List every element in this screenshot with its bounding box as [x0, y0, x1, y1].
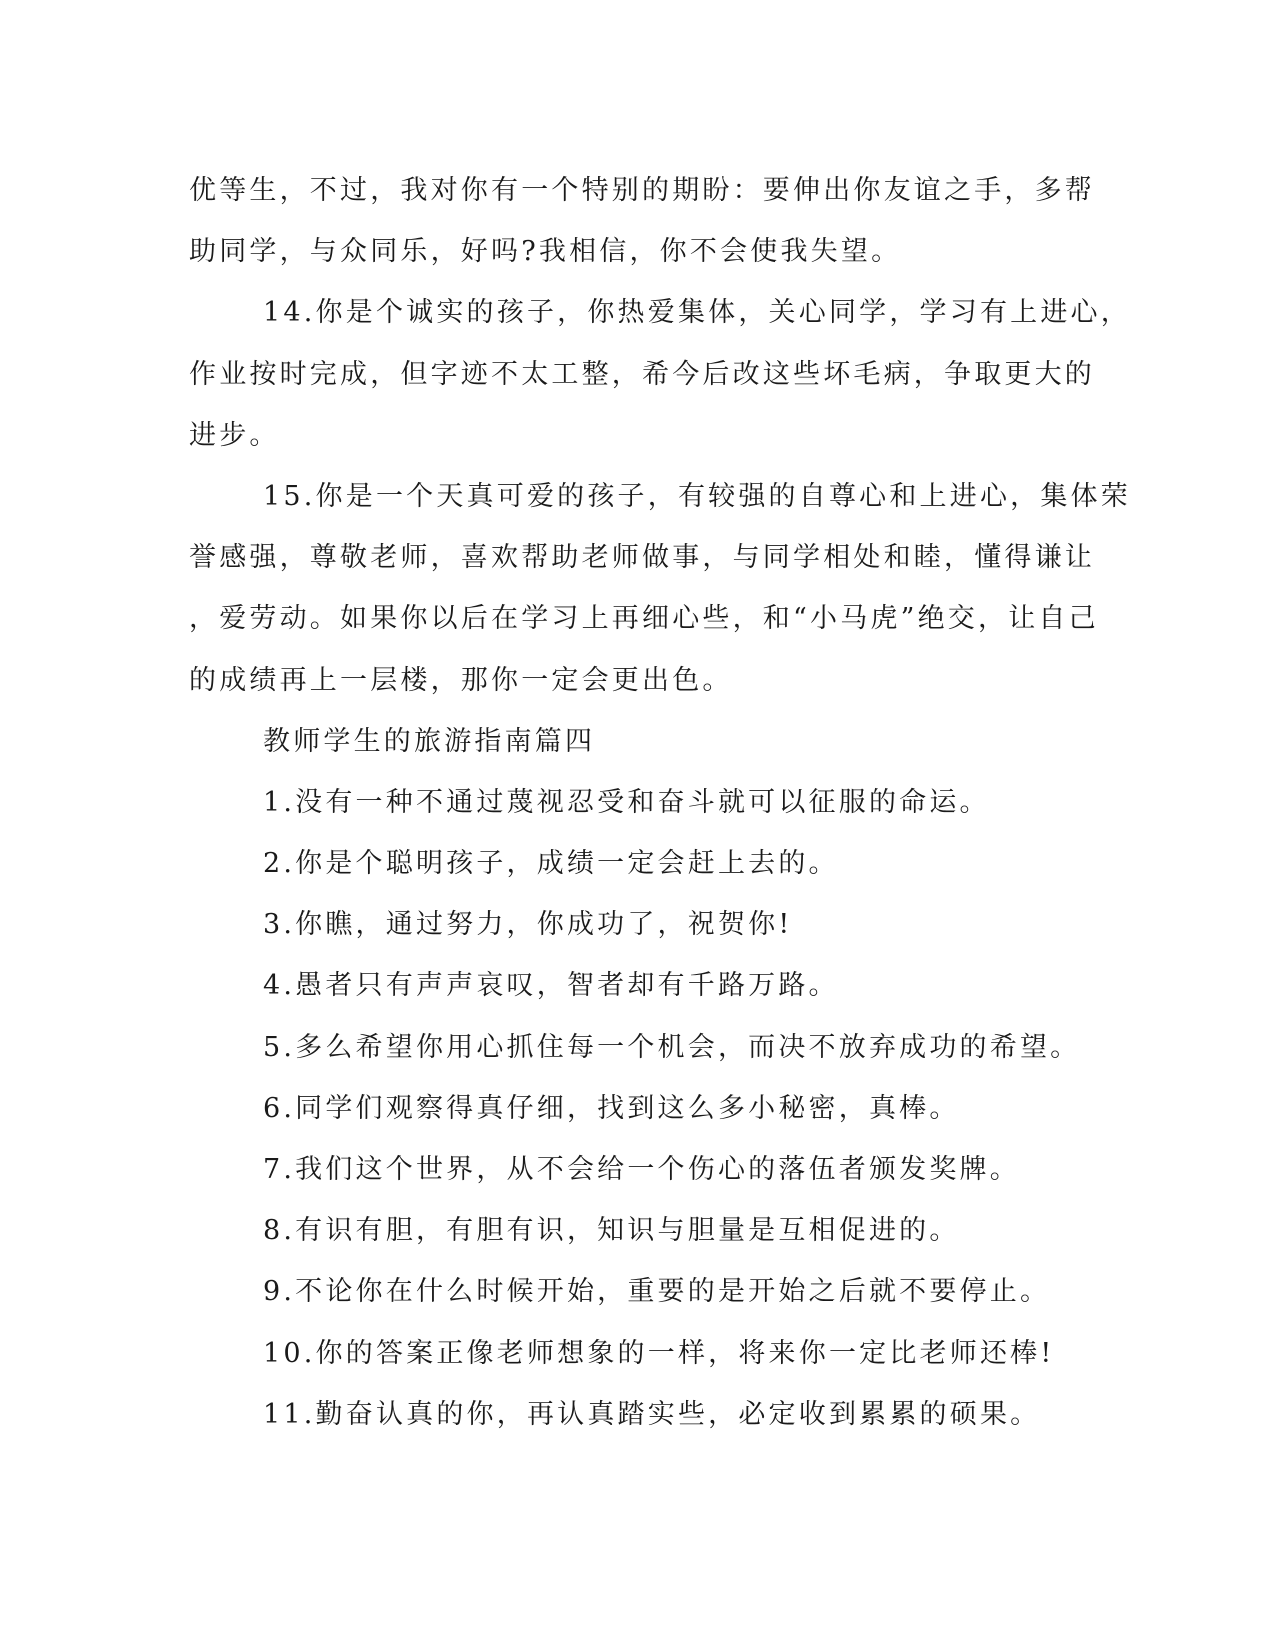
text-line: 14.你是个诚实的孩子，你热爱集体，关心同学，学习有上进心，	[263, 297, 1131, 329]
list-item: 7.我们这个世界，从不会给一个伤心的落伍者颁发奖牌。	[263, 1154, 1020, 1185]
paragraph-15	[189, 466, 1131, 711]
list-item: 1.没有一种不通过蔑视忍受和奋斗就可以征服的命运。	[263, 786, 990, 818]
list-item: 9.不论你在什么时候开始，重要的是开始之后就不要停止。	[263, 1276, 1051, 1308]
text-line: 进步。	[189, 419, 280, 451]
list-item: 2.你是个聪明孩子，成绩一定会赶上去的。	[263, 848, 839, 880]
comment-list	[189, 772, 1089, 1445]
section-heading: 教师学生的旅游指南篇四	[263, 725, 596, 757]
text-line: 优等生，不过，我对你有一个特别的期盼：要伸出你友谊之手，多帮	[189, 175, 1095, 206]
text-line: 誉感强，尊敬老师，喜欢帮助老师做事，与同学相处和睦，懂得谦让	[189, 542, 1095, 574]
text-line: ，爱劳动。如果你以后在学习上再细心些，和“小马虎”绝交，让自己	[189, 603, 1099, 635]
paragraph-14	[189, 282, 1131, 466]
list-item: 8.有识有胆，有胆有识，知识与胆量是互相促进的。	[263, 1215, 960, 1247]
text-line: 的成绩再上一层楼，那你一定会更出色。	[189, 664, 733, 696]
list-item: 4.愚者只有声声哀叹，智者却有千路万路。	[263, 970, 839, 1002]
document-body	[189, 160, 1131, 1445]
list-item: 3.你瞧，通过努力，你成功了，祝贺你!	[263, 909, 793, 941]
paragraph-13-continuation	[189, 160, 1095, 282]
text-line: 15.你是一个天真可爱的孩子，有较强的自尊心和上进心，集体荣	[263, 480, 1131, 512]
list-item: 11.勤奋认真的你，再认真踏实些，必定收到累累的硕果。	[263, 1398, 1041, 1430]
text-line: 助同学，与众同乐，好吗?我相信，你不会使我失望。	[189, 236, 902, 268]
list-item: 10.你的答案正像老师想象的一样，将来你一定比老师还棒!	[263, 1337, 1055, 1369]
list-item: 6.同学们观察得真仔细，找到这么多小秘密，真棒。	[263, 1092, 960, 1124]
text-line: 作业按时完成，但字迹不太工整，希今后改这些坏毛病，争取更大的	[189, 358, 1095, 390]
list-item: 5.多么希望你用心抓住每一个机会，而决不放弃成功的希望。	[263, 1031, 1081, 1063]
